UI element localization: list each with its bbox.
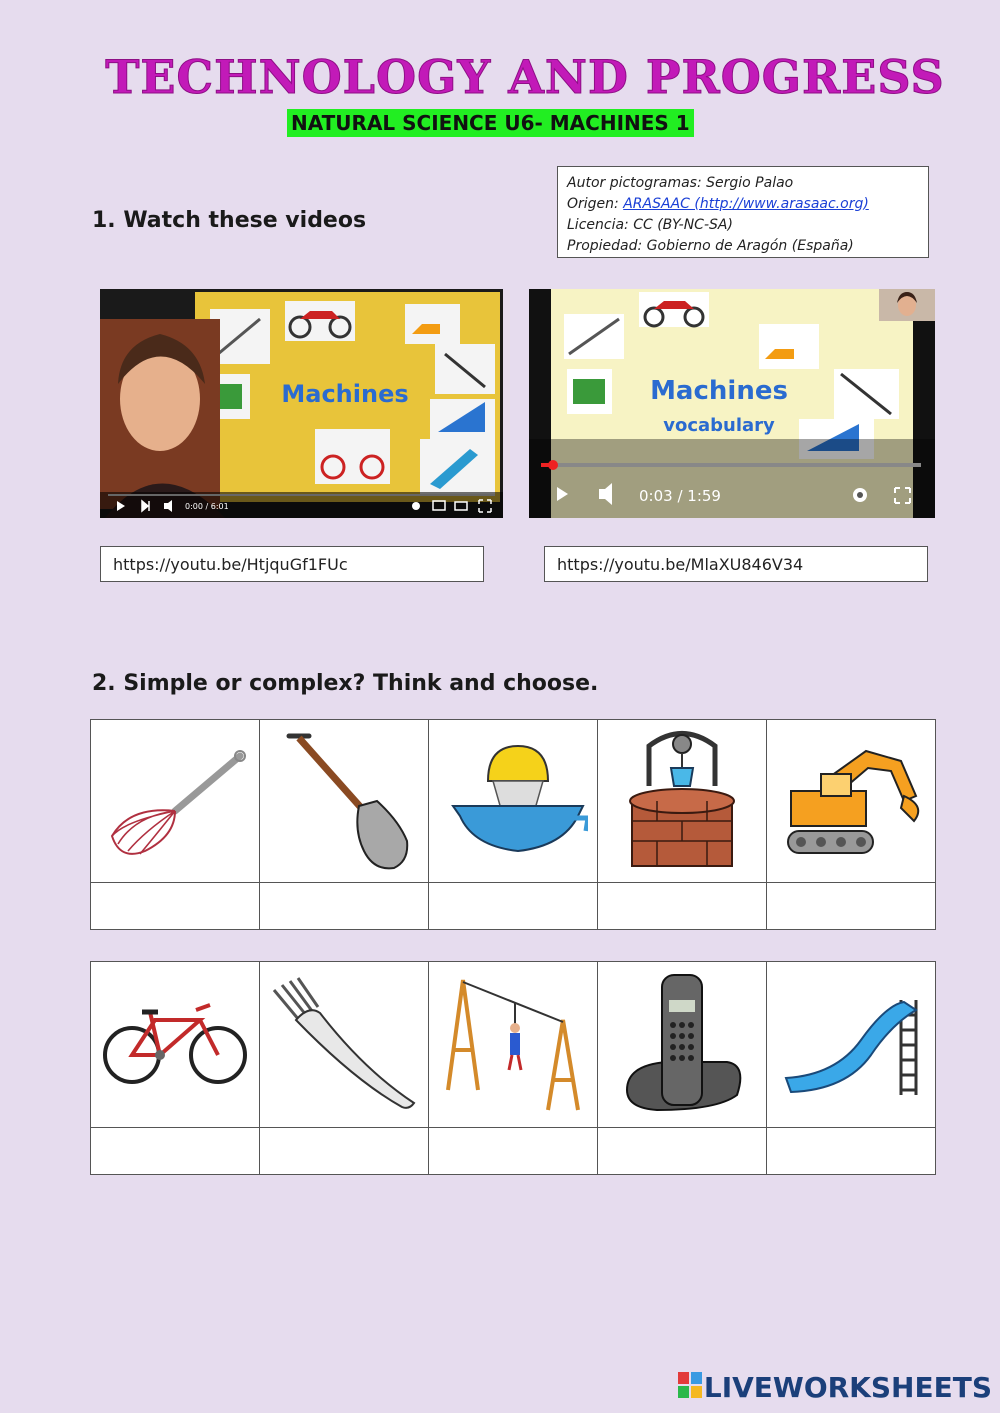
bicycle-icon xyxy=(100,990,250,1100)
answer-telephone[interactable] xyxy=(598,1128,767,1175)
video-1-url[interactable]: https://youtu.be/HtjquGf1FUc xyxy=(100,546,484,582)
grid-cell-whisk xyxy=(91,720,260,883)
answer-fork[interactable] xyxy=(260,1128,429,1175)
video-2-url[interactable]: https://youtu.be/MlaXU846V34 xyxy=(544,546,928,582)
choice-grid-2 xyxy=(90,961,936,1175)
grid-cell-bicycle xyxy=(91,962,260,1128)
grid-cell-juicer xyxy=(429,720,598,883)
liveworksheets-logo-icon xyxy=(678,1372,702,1405)
grid-cell-fork xyxy=(260,962,429,1128)
credits-origin: Origen: ARASAAC (http://www.arasaac.org) xyxy=(567,196,869,212)
grid-cell-zipline xyxy=(429,962,598,1128)
brand-name: LIVEWORKSHEETS xyxy=(703,1370,992,1404)
answer-whisk[interactable] xyxy=(91,883,260,930)
grid-cell-telephone xyxy=(598,962,767,1128)
answer-slide[interactable] xyxy=(767,1128,936,1175)
zipline-icon xyxy=(433,970,593,1120)
whisk-icon xyxy=(100,736,250,866)
grid-cell-shovel xyxy=(260,720,429,883)
credits-author: Autor pictogramas: Sergio Palao xyxy=(567,175,794,191)
video-2-subtitle: vocabulary xyxy=(663,415,775,436)
choice-grid-1 xyxy=(90,719,936,930)
slide-icon xyxy=(776,990,926,1100)
grid-cell-excavator xyxy=(767,720,936,883)
liveworksheets-brand xyxy=(678,1371,992,1406)
answer-shovel[interactable] xyxy=(260,883,429,930)
video-2-time: 0:03 / 1:59 xyxy=(639,487,721,505)
shovel-icon xyxy=(269,726,419,876)
arasaac-link[interactable]: ARASAAC (http://www.arasaac.org) xyxy=(623,196,869,212)
section-1-heading: 1. Watch these videos xyxy=(92,208,367,233)
credits-license: Licencia: CC (BY-NC-SA) xyxy=(567,217,733,233)
grid-cell-slide xyxy=(767,962,936,1128)
video-1-time: 0:00 / 6:01 xyxy=(185,502,229,511)
answer-bicycle[interactable] xyxy=(91,1128,260,1175)
page-title: TECHNOLOGY AND PROGRESS xyxy=(105,50,945,104)
well-pulley-icon xyxy=(607,726,757,876)
answer-well[interactable] xyxy=(598,883,767,930)
video-player-2[interactable] xyxy=(529,289,935,518)
video-2-title: Machines xyxy=(650,376,788,406)
video-1-title: Machines xyxy=(281,380,409,408)
video-player-1[interactable] xyxy=(100,289,503,518)
fork-icon xyxy=(264,975,424,1115)
credits-owner: Propiedad: Gobierno de Aragón (España) xyxy=(567,238,854,254)
grid-cell-well xyxy=(598,720,767,883)
telephone-icon xyxy=(607,970,757,1120)
page-subtitle: NATURAL SCIENCE U6- MACHINES 1 xyxy=(287,109,694,137)
juicer-icon xyxy=(438,736,588,866)
answer-juicer[interactable] xyxy=(429,883,598,930)
section-2-heading: 2. Simple or complex? Think and choose. xyxy=(92,671,599,696)
answer-zipline[interactable] xyxy=(429,1128,598,1175)
answer-excavator[interactable] xyxy=(767,883,936,930)
excavator-icon xyxy=(776,736,926,866)
credits-box xyxy=(557,166,929,258)
